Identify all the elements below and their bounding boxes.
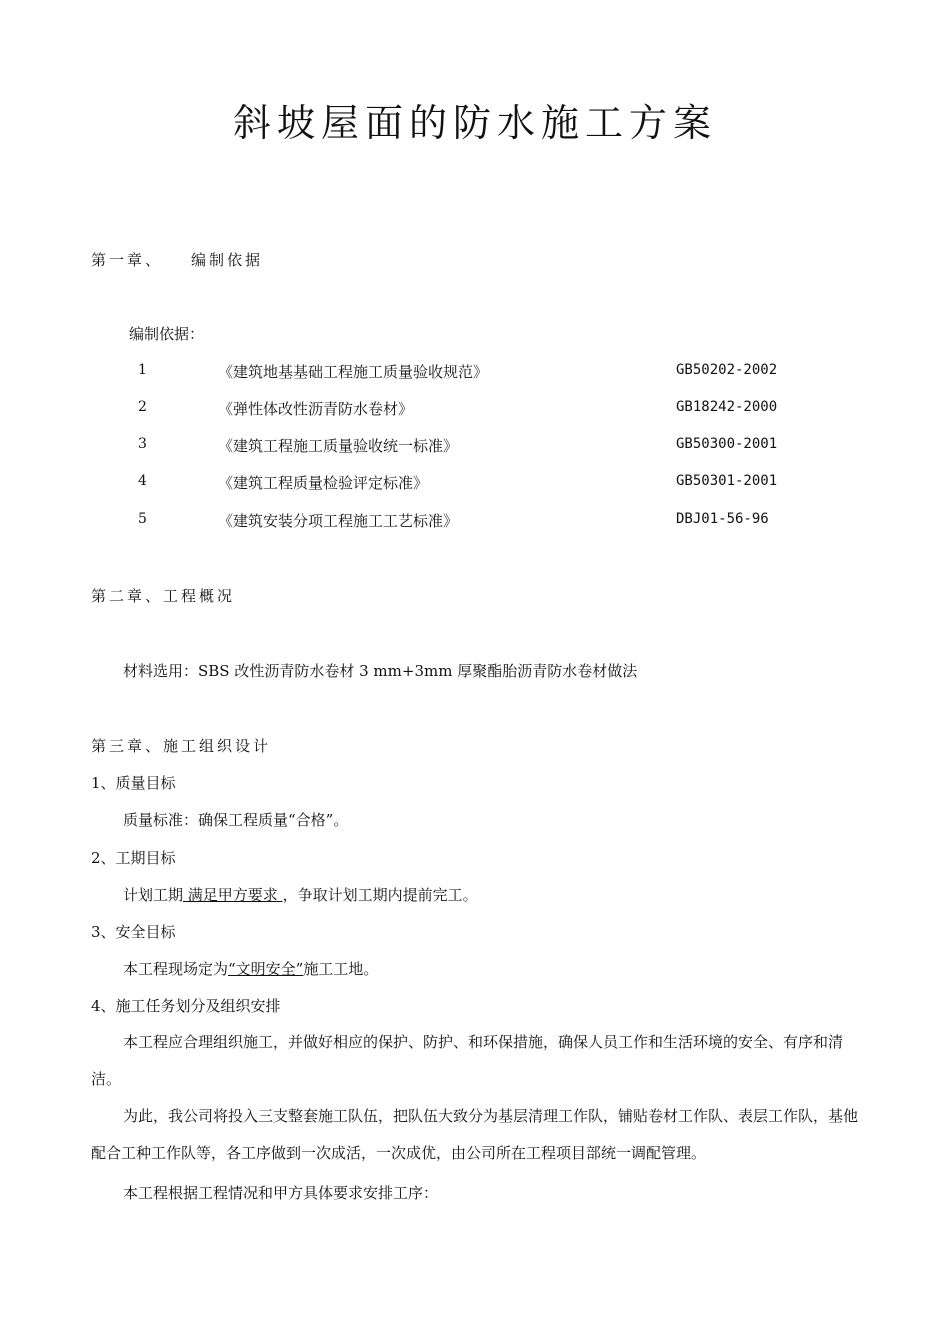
section2-text-pre: 计划工期 [123,886,184,904]
reference-code: GB50300-2001 [676,436,778,452]
section3-title: 3、安全目标 [91,923,176,941]
chapter1-heading: 第一章、 [91,251,164,269]
reference-number: 1 [138,362,147,378]
chapter1-heading-name: 编制依据 [191,251,264,269]
section3-text [123,958,378,979]
reference-title: 《建筑工程施工质量验收统一标准》 [218,437,459,455]
section1-title: 1、质量目标 [91,774,176,792]
reference-title: 《建筑安装分项工程施工工艺标准》 [218,512,459,530]
chapter2-material: 材料选用：SBS 改性沥青防水卷材 3 mm+3mm 厚聚酯胎沥青防水卷材做法 [123,662,638,680]
reference-code: GB50202-2002 [676,362,778,378]
reference-code: DBJ01-56-96 [676,511,769,527]
section2-title: 2、工期目标 [91,849,176,867]
section1-text: 质量标准：确保工程质量“合格”。 [123,811,349,829]
reference-code: GB18242-2000 [676,399,778,415]
chapter1-subheading: 编制依据： [129,325,205,343]
reference-number: 5 [138,511,147,527]
section3-text-underlined: “文明安全” [228,960,304,978]
section4-paragraph-1: 本工程应合理组织施工，并做好相应的保护、防护、和环保措施，确保人员工作和生活环境的安全、有序和清洁。 [91,1033,844,1088]
reference-title: 《建筑工程质量检验评定标准》 [218,474,429,492]
document-title: 斜坡屋面的防水施工方案 [232,101,717,145]
section2-text-underlined: 满足甲方要求 [183,886,283,904]
section4-paragraph-3: 本工程根据工程情况和甲方具体要求安排工序： [123,1184,439,1202]
section2-text-post: ，争取计划工期内提前完工。 [282,886,478,904]
section3-text-post: 施工工地。 [303,960,379,978]
section2-text [123,884,478,905]
reference-title: 《建筑地基基础工程施工质量验收规范》 [218,363,489,381]
chapter2-heading: 第二章、工程概况 [91,587,236,605]
reference-title: 《弹性体改性沥青防水卷材》 [218,400,414,418]
section3-text-pre: 本工程现场定为 [123,960,229,978]
reference-code: GB50301-2001 [676,473,778,489]
reference-number: 4 [138,473,147,489]
reference-number: 2 [138,399,147,415]
section4-title: 4、施工任务划分及组织安排 [91,997,281,1015]
reference-number: 3 [138,436,147,452]
chapter3-heading: 第三章、施工组织设计 [91,737,272,755]
section4-paragraph-2: 为此，我公司将投入三支整套施工队伍，把队伍大致分为基层清理工作队，铺贴卷材工作队、表层工作队，基他配合工种工作队等，各工序做到一次成活，一次成优，由公司所在工程项目部统一调配管理。 [91,1107,859,1162]
